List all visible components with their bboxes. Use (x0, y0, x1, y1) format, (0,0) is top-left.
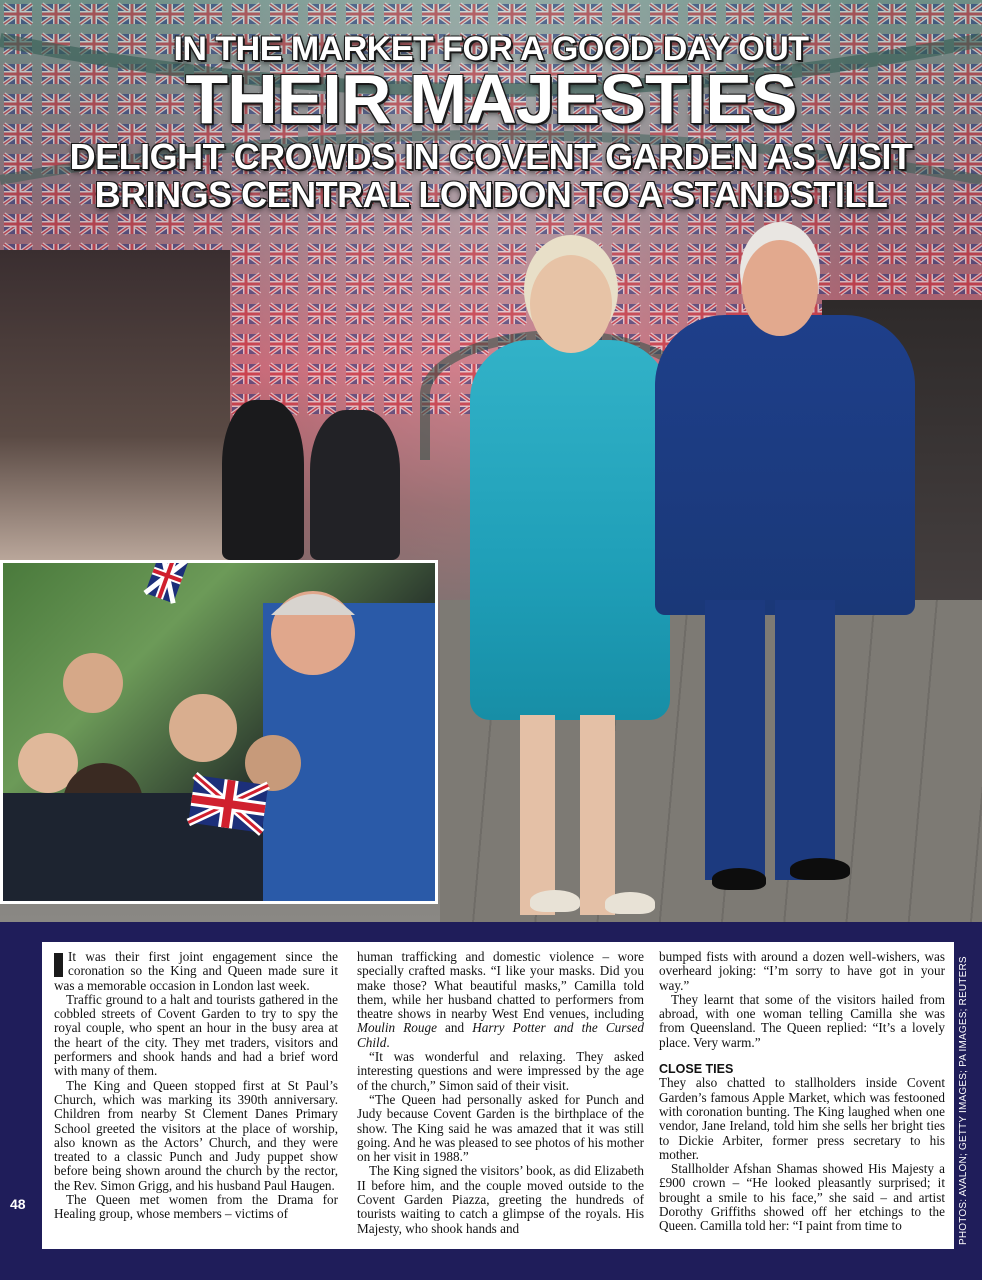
headline-deck-line: DELIGHT CROWDS IN COVENT GARDEN AS VISIT (69, 136, 913, 177)
king-shoe (712, 868, 766, 890)
headline-kicker: IN THE MARKET FOR A GOOD DAY OUT (173, 30, 809, 68)
background-person (222, 400, 304, 560)
king-shoe (790, 858, 850, 880)
union-flag-icon (145, 563, 190, 603)
article-paragraph: bumped fists with around a dozen well-wishers, was overheard joking: “I’m sorry to have got in your way.” (659, 949, 945, 993)
article-paragraph-text: It was their first joint engagement since the coronation so the King and Queen made sure it was a memorable occasion in London last week. (54, 949, 338, 993)
article-subhead: CLOSE TIES (659, 1062, 734, 1077)
text-run: . (386, 1034, 390, 1050)
show-title: Harry Potter and the Cursed Child (357, 1020, 644, 1050)
show-title: Moulin Rouge (357, 1020, 437, 1036)
page-number: 48 (10, 1196, 26, 1212)
queen-head (530, 255, 612, 353)
headline-deck-line: BRINGS CENTRAL LONDON TO A STANDSTILL (94, 174, 888, 215)
queen-shoe (605, 892, 655, 914)
article-paragraph: They learnt that some of the visitors hailed from abroad, with one woman telling Camilla she was from Queensland. The Queen replied: “It’s a lovely place. Very warm.” (659, 991, 945, 1050)
queen-legs (520, 715, 620, 915)
article-paragraph: The King and Queen stopped first at St Paul’s Church, which was marking its 390th anniversary. Children from nearby St Clement Danes Primary School greeted the visitors at the place of worship, also known as the Actors’ Church, and they were treated to a classic Punch and Judy puppet show before being shown around the church by the rector, the Rev. Simon Grigg, and his husband Paul Haugen. (54, 1077, 338, 1193)
background-person (310, 410, 400, 560)
article-column-2 (357, 950, 644, 1236)
photo-credit: PHOTOS: AVALON; GETTY IMAGES; PA IMAGES; REUTERS (958, 956, 969, 1245)
article-paragraph: “It was wonderful and relaxing. They asked interesting questions and were impressed by the age of the church,” Simon said of their visit. (357, 1049, 644, 1093)
text-run: human trafficking and domestic violence – wore specially crafted masks. “I like your masks. Did you make those? What beautiful masks,” Camilla told them, while her husband chatted to performers from theatre shows in nearby West End venues, including (357, 949, 644, 1022)
king-head (742, 240, 818, 336)
article-paragraph: “The Queen had personally asked for Punch and Judy because Covent Garden is the birthplace of the show. The King said he was amazed that it was still going. And he was pleased to see photos of his mother on her visit in 1988.” (357, 1091, 644, 1165)
queen-figure (470, 340, 670, 720)
king-legs (705, 600, 835, 880)
article-column-1 (54, 950, 338, 1222)
article-paragraph (357, 950, 644, 1050)
article-paragraph: The King signed the visitors’ book, as did Elizabeth II before him, and the couple moved outside to the Covent Garden Piazza, greeting the hundreds of tourists waiting to catch a glimpse of the royals. His Majesty, who shook hands and (357, 1163, 644, 1236)
article-paragraph: The Queen met women from the Drama for Healing group, whose members – victims of (54, 1192, 338, 1222)
left-stall (0, 250, 230, 560)
inset-scene (3, 563, 435, 901)
headline-title: THEIR MAJESTIES (185, 60, 797, 138)
union-flag-icon (188, 775, 268, 833)
article-column-3 (659, 950, 945, 1234)
inset-photo (0, 560, 438, 904)
article-paragraph: They also chatted to stallholders inside Covent Garden’s famous Apple Market, which was festooned with coronation bunting. The King laughed when one vendor, Jane Ireland, told him she sells her bright ties to Dickie Arbiter, former press secretary to his mother. (659, 1075, 945, 1162)
article-paragraph: Traffic ground to a halt and tourists gathered in the cobbled streets of Covent Garden to try to spy the royal couple, who spent an hour in the busy area at the heart of the city. They met traders, visitors and performers and shook hands and had a brief word with many of them. (54, 991, 338, 1079)
dropcap-icon (54, 953, 63, 977)
headline-deck (0, 138, 982, 214)
article-body (42, 942, 954, 1249)
text-run: and (436, 1020, 473, 1036)
king-figure (655, 315, 915, 615)
article-paragraph: Stallholder Afshan Shamas showed His Majesty a £900 crown – “He looked pleasantly surprised; it brought a smile to his face,” she said – and artist Dorothy Griffiths showed off her etchings to the Queen. Camilla told her: “I paint from time to (659, 1161, 945, 1234)
queen-shoe (530, 890, 580, 912)
article-paragraph (54, 950, 338, 993)
